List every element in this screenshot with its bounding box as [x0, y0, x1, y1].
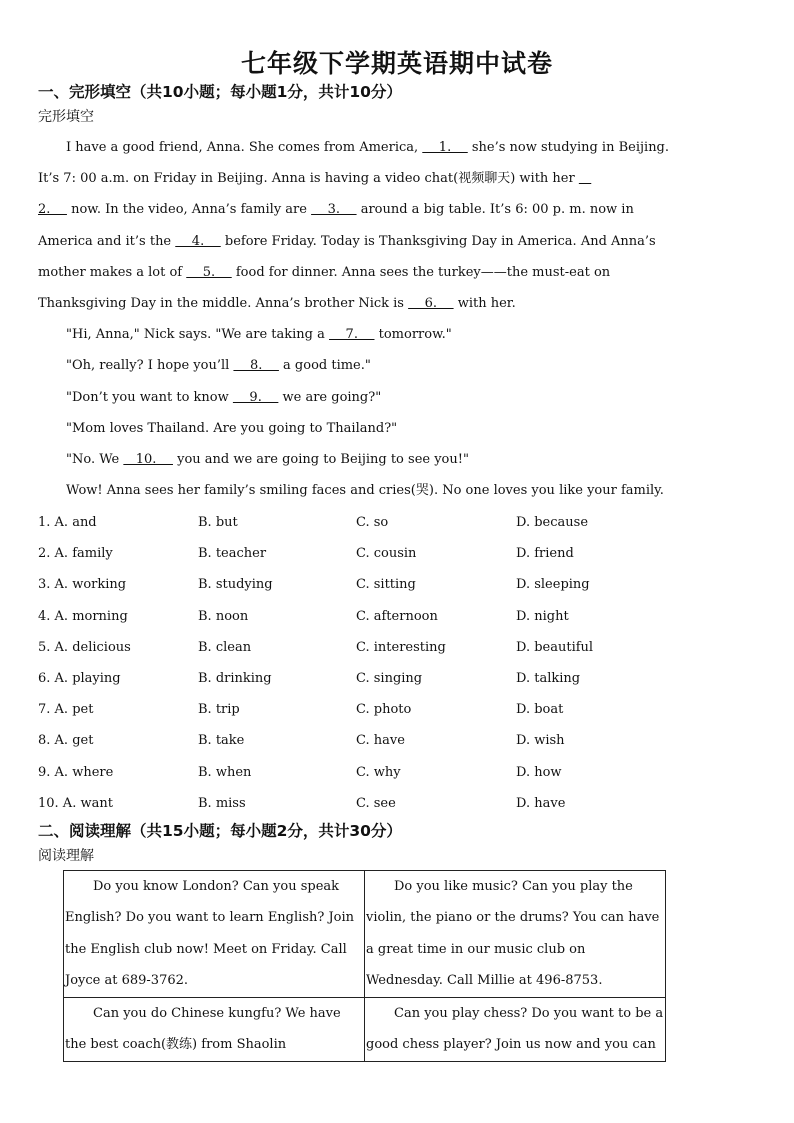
option-b: B. teacher — [198, 546, 267, 562]
option-a: 5. A. delicious — [38, 639, 131, 655]
option-b: B. take — [198, 733, 245, 749]
passage-text: tomorrow." — [374, 327, 452, 343]
blank-9: 9. — [232, 389, 279, 405]
option-b: B. but — [198, 515, 238, 530]
passage-text: "Hi, Anna," Nick says. "We are taking a — [66, 327, 330, 343]
option-c: C. have — [356, 733, 405, 749]
passage-text: she’s now studying in Beijing. — [467, 140, 670, 155]
option-a: 2. A. family — [38, 546, 113, 562]
blank-4: 4. — [175, 233, 221, 249]
blank-6: 6. — [408, 296, 454, 312]
ad-text: Can you do Chinese kungfu? We have the best coach(教练) from Shaolin — [65, 1006, 341, 1053]
reading-ads-table — [63, 870, 666, 1062]
option-row — [38, 788, 754, 819]
option-a: 1. A. and — [38, 515, 97, 530]
section1-heading: 一、完形填空（共10小题；每小题1分，共计10分） — [38, 83, 402, 101]
option-c: C. cousin — [356, 546, 417, 562]
option-d: D. friend — [516, 546, 574, 562]
passage-text: America and it’s the — [38, 233, 176, 249]
passage-text: Wow! Anna sees her family’s smiling faces and cries(哭). No one loves you like your family. — [66, 483, 664, 499]
blank-8: 8. — [233, 358, 279, 374]
option-c: C. afternoon — [356, 608, 438, 624]
passage-line — [38, 413, 754, 444]
section1-subheading: 完形填空 — [38, 109, 94, 125]
option-row — [38, 601, 754, 632]
passage-text: a good time." — [278, 358, 371, 374]
option-c: C. why — [356, 764, 401, 780]
option-b: B. when — [198, 764, 252, 780]
ad-music-club — [365, 871, 666, 998]
passage-text: Thanksgiving Day in the middle. Anna’s brother Nick is — [38, 296, 409, 312]
option-d: D. wish — [516, 733, 565, 749]
cloze-passage — [38, 132, 754, 506]
option-b: B. noon — [198, 608, 249, 624]
option-b: B. clean — [198, 639, 252, 655]
option-row — [38, 663, 754, 694]
option-d: D. night — [516, 608, 569, 624]
option-c: C. so — [356, 515, 389, 530]
passage-text: with her. — [453, 296, 516, 312]
ad-kungfu-club — [64, 998, 365, 1062]
ad-text: Can you play chess? Do you want to be a good chess player? Join us now and you can — [366, 1006, 664, 1053]
option-c: C. sitting — [356, 577, 416, 593]
ad-chess-club — [365, 998, 666, 1062]
option-a: 7. A. pet — [38, 702, 94, 718]
blank-2: 2. — [38, 202, 67, 218]
blank-7: 7. — [329, 327, 375, 343]
passage-line — [38, 350, 754, 381]
passage-text: I have a good friend, Anna. She comes from America, — [66, 140, 423, 155]
passage-text: "Oh, really? I hope you’ll — [66, 358, 234, 374]
passage-line — [38, 475, 754, 506]
ad-text: Do you like music? Can you play the violin, the piano or the drums? You can have a great time in our music club on Wednesday. Call Millie at 496-8753. — [366, 879, 660, 988]
passage-text: It’s 7: 00 a.m. on Friday in Beijing. Anna is having a video chat(视频聊天) with her — [38, 171, 579, 187]
passage-line — [38, 319, 754, 350]
passage-line — [38, 194, 754, 225]
blank-2-start — [579, 171, 591, 186]
blank-3: 3. — [311, 202, 357, 218]
blank-5: 5. — [186, 264, 232, 280]
ad-text: Do you know London? Can you speak English? Do you want to learn English? Join the English club now! Meet on Friday. Call Joyce at 689-3762. — [65, 879, 355, 988]
option-row — [38, 694, 754, 725]
table-row — [64, 998, 666, 1062]
section2-heading: 二、阅读理解（共15小题；每小题2分，共计30分） — [38, 822, 402, 840]
option-b: B. miss — [198, 795, 246, 811]
option-row — [38, 538, 754, 569]
passage-text: "Don’t you want to know — [66, 389, 233, 405]
passage-line — [38, 163, 754, 194]
passage-text: food for dinner. Anna sees the turkey——the must-eat on — [231, 264, 611, 280]
option-d: D. have — [516, 795, 566, 811]
option-b: B. studying — [198, 577, 273, 593]
option-row — [38, 569, 754, 600]
passage-line — [38, 257, 754, 288]
passage-line — [38, 382, 754, 413]
passage-text: mother makes a lot of — [38, 264, 187, 280]
page-title: 七年级下学期英语期中试卷 — [240, 49, 553, 78]
option-d: D. talking — [516, 670, 581, 686]
option-a: 6. A. playing — [38, 670, 121, 686]
passage-text: we are going?" — [278, 389, 382, 405]
passage-line — [38, 288, 754, 319]
option-a: 3. A. working — [38, 577, 127, 593]
option-b: B. drinking — [198, 670, 272, 686]
passage-text: around a big table. It’s 6: 00 p. m. now in — [356, 202, 634, 218]
option-row — [38, 507, 754, 538]
passage-line — [38, 132, 754, 163]
ad-english-club — [64, 871, 365, 998]
passage-line — [38, 226, 754, 257]
passage-text: "Mom loves Thailand. Are you going to Thailand?" — [66, 420, 398, 436]
table-row — [64, 871, 666, 998]
option-a: 10. A. want — [38, 795, 113, 811]
option-a: 8. A. get — [38, 733, 94, 749]
passage-text: "No. We — [66, 452, 124, 468]
section2-subheading: 阅读理解 — [38, 848, 94, 864]
option-d: D. beautiful — [516, 639, 594, 655]
option-c: C. photo — [356, 702, 412, 718]
option-c: C. singing — [356, 670, 423, 686]
blank-10: 10. — [123, 452, 173, 468]
option-c: C. interesting — [356, 639, 446, 655]
option-d: D. because — [516, 515, 589, 530]
option-c: C. see — [356, 795, 396, 811]
passage-text: you and we are going to Beijing to see you!" — [172, 452, 469, 468]
option-a: 4. A. morning — [38, 608, 128, 624]
option-d: D. boat — [516, 702, 564, 718]
option-row — [38, 757, 754, 788]
option-d: D. sleeping — [516, 577, 590, 593]
passage-text: before Friday. Today is Thanksgiving Day in America. And Anna’s — [220, 233, 656, 249]
passage-line — [38, 444, 754, 475]
blank-1: 1. — [422, 140, 468, 155]
cloze-options — [38, 507, 754, 819]
passage-text: now. In the video, Anna’s family are — [66, 202, 312, 218]
option-row — [38, 632, 754, 663]
option-row — [38, 725, 754, 756]
option-d: D. how — [516, 764, 562, 780]
option-a: 9. A. where — [38, 764, 114, 780]
option-b: B. trip — [198, 702, 240, 718]
